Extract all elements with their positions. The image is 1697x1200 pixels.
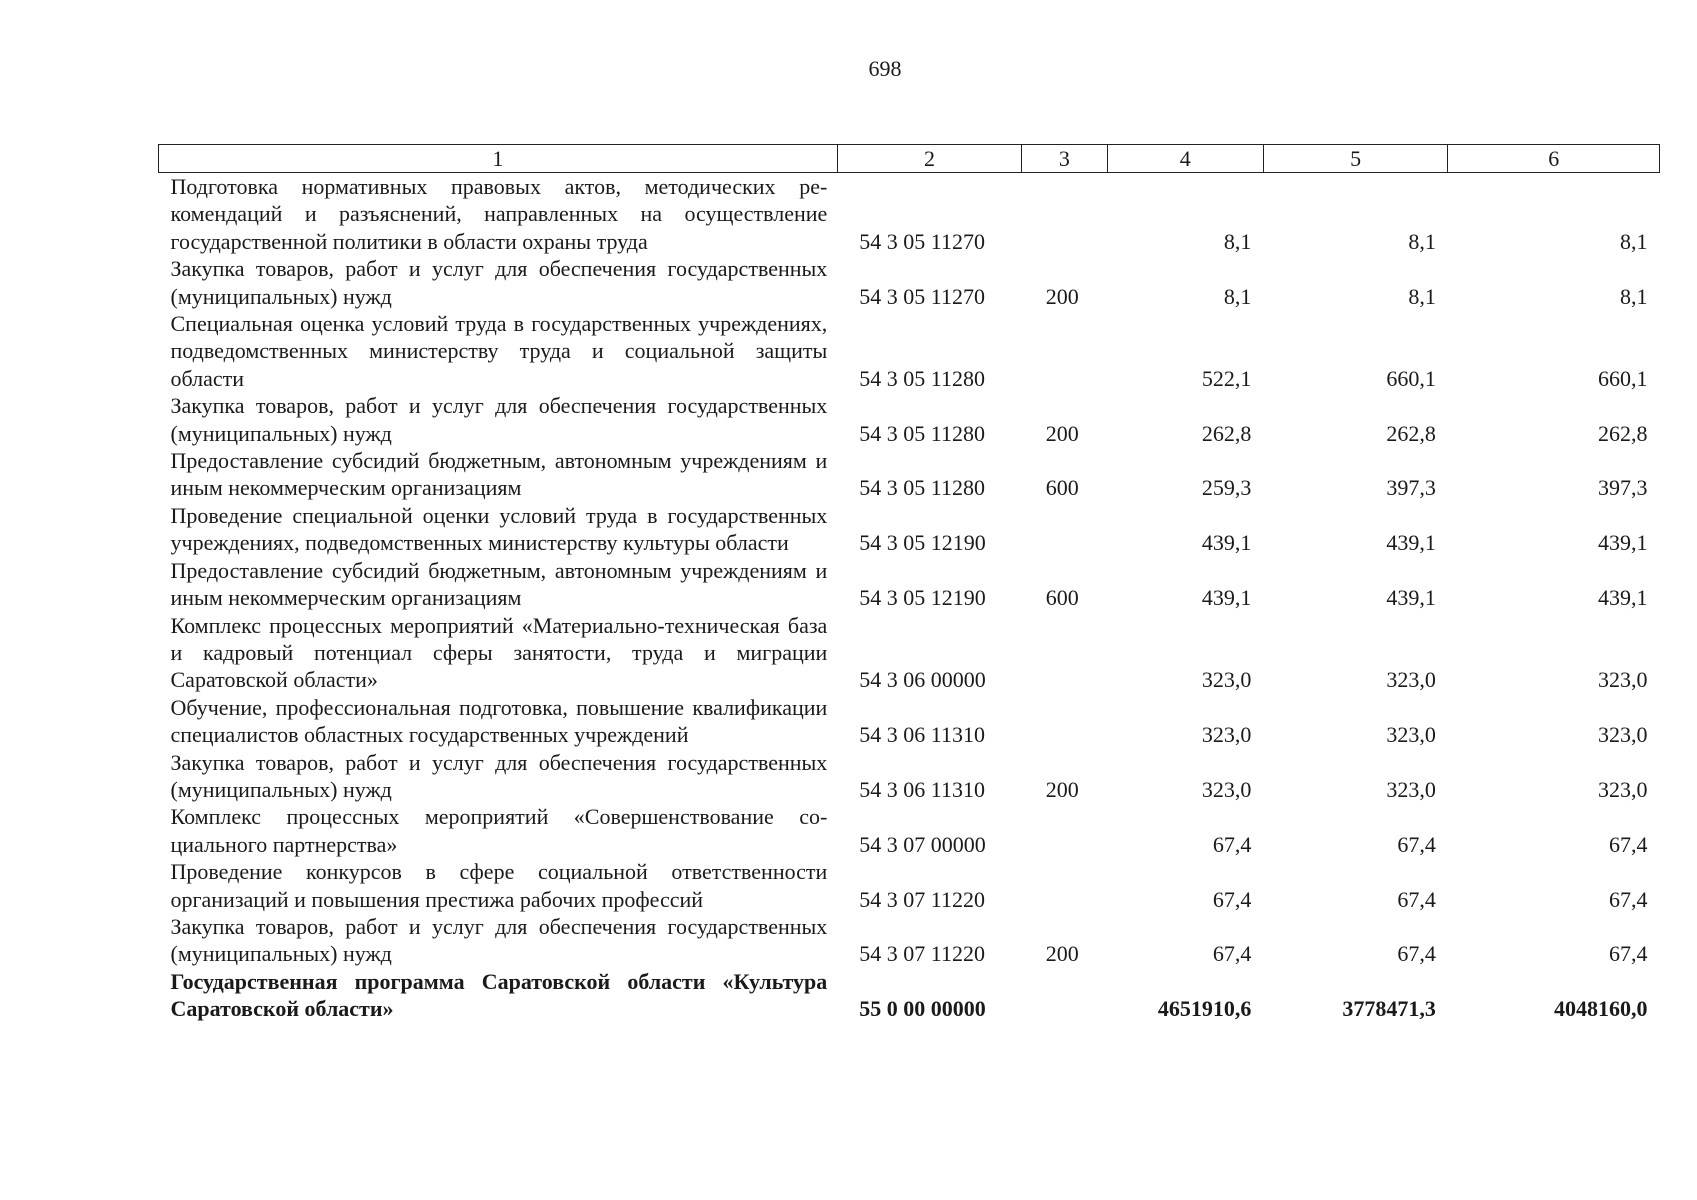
- row-code: 54 3 06 11310: [859, 722, 985, 748]
- row-value-col6: 323,0: [1598, 722, 1648, 748]
- row-value-col4: 323,0: [1201, 776, 1252, 802]
- table-row: [159, 447, 1660, 502]
- row-name: Закупка товаров, работ и услуг для обеспечения государственных (муниципальных) нужд: [170, 393, 828, 446]
- row-code: 54 3 05 11280: [859, 420, 985, 446]
- row-value-col6: 67,4: [1609, 831, 1648, 857]
- table-row: [159, 502, 1660, 557]
- row-expense-type: 600: [1045, 585, 1079, 611]
- row-value-col4: 522,1: [1201, 365, 1252, 391]
- row-name: Закупка товаров, работ и услуг для обеспечения государственных (муниципальных) нужд: [170, 256, 828, 309]
- row-expense-type: 600: [1045, 475, 1079, 501]
- row-value-col4: 8,1: [1223, 283, 1252, 309]
- row-code: 54 3 06 11310: [859, 776, 985, 802]
- column-header-3: 3: [1022, 145, 1107, 173]
- row-expense-type: [1022, 310, 1107, 392]
- row-value-col6: 323,0: [1598, 776, 1648, 802]
- row-value-col5: 67,4: [1397, 941, 1436, 967]
- row-name: Подготовка нормативных правовых актов, методических рекомендаций и разъяснений, направленных на осуществление государственной политики в области охраны труда: [170, 174, 828, 254]
- row-expense-type: 200: [1045, 941, 1079, 967]
- row-value-col6: 8,1: [1620, 228, 1648, 254]
- row-code: 54 3 07 11220: [859, 941, 985, 967]
- row-value-col5: 67,4: [1397, 886, 1436, 912]
- row-expense-type: [1022, 858, 1107, 913]
- row-value-col4: 4651910,6: [1157, 996, 1252, 1022]
- row-name: Государственная программа Саратовской области «Культура Саратовской области»: [170, 968, 828, 1022]
- row-value-col4: 67,4: [1212, 831, 1252, 857]
- row-expense-type: 200: [1045, 776, 1079, 802]
- table-row: [159, 968, 1660, 1023]
- row-code: 54 3 05 11270: [859, 283, 985, 309]
- column-header-5: 5: [1263, 145, 1447, 173]
- table-row: [159, 173, 1660, 256]
- table-row: [159, 858, 1660, 913]
- row-expense-type: 200: [1045, 283, 1079, 309]
- row-name: Закупка товаров, работ и услуг для обеспечения государственных (муниципальных) нужд: [170, 913, 828, 967]
- row-expense-type: [1022, 803, 1107, 858]
- row-value-col5: 323,0: [1386, 776, 1436, 802]
- table-row: [159, 255, 1660, 310]
- column-header-1: 1: [159, 145, 838, 173]
- row-value-col5: 8,1: [1408, 228, 1436, 254]
- row-value-col5: 8,1: [1408, 283, 1436, 309]
- row-code: 54 3 05 11270: [859, 228, 985, 254]
- table-row: [159, 694, 1660, 749]
- row-value-col6: 67,4: [1609, 941, 1648, 967]
- row-name: Проведение конкурсов в сфере социальной ответственности организаций и повышения престижа рабочих профессий: [170, 859, 828, 912]
- row-name: Комплекс процессных мероприятий «Совершенствование социального партнерства»: [170, 804, 828, 857]
- row-code: 55 0 00 00000: [859, 996, 986, 1022]
- row-expense-type: [1022, 612, 1107, 694]
- row-name: Комплекс процессных мероприятий «Материально-техническая база и кадровый потенциал сферы занятости, труда и миграции Саратовской области»: [170, 612, 828, 693]
- row-value-col6: 4048160,0: [1554, 996, 1648, 1022]
- table-row: [159, 310, 1660, 392]
- row-value-col5: 439,1: [1386, 530, 1436, 556]
- row-value-col4: 67,4: [1212, 886, 1252, 912]
- row-value-col5: 3778471,3: [1342, 996, 1436, 1022]
- row-name: Обучение, профессиональная подготовка, повышение квалификации специалистов областных государственных учреждений: [170, 694, 828, 748]
- row-value-col6: 8,1: [1620, 283, 1648, 309]
- row-code: 54 3 06 00000: [859, 667, 986, 693]
- row-value-col4: 323,0: [1201, 722, 1252, 748]
- row-value-col4: 67,4: [1212, 941, 1252, 967]
- column-header-2: 2: [837, 145, 1021, 173]
- table-row: [159, 913, 1660, 968]
- table-row: [159, 557, 1660, 612]
- row-value-col4: 259,3: [1201, 475, 1252, 501]
- row-value-col5: 67,4: [1397, 831, 1436, 857]
- row-code: 54 3 07 11220: [859, 886, 985, 912]
- column-header-6: 6: [1448, 145, 1660, 173]
- row-value-col5: 397,3: [1386, 475, 1436, 501]
- row-name: Специальная оценка условий труда в государственных учреждениях, подведомственных министерству труда и социальной защиты области: [170, 311, 828, 391]
- row-value-col6: 67,4: [1609, 886, 1648, 912]
- row-name: Закупка товаров, работ и услуг для обеспечения государственных (муниципальных) нужд: [170, 749, 828, 802]
- row-value-col5: 323,0: [1386, 667, 1436, 693]
- row-value-col6: 323,0: [1598, 667, 1648, 693]
- row-code: 54 3 05 12190: [859, 530, 986, 556]
- row-value-col6: 439,1: [1598, 530, 1648, 556]
- row-value-col5: 439,1: [1386, 585, 1436, 611]
- row-expense-type: [1022, 502, 1107, 557]
- table-row: [159, 392, 1660, 447]
- row-value-col5: 262,8: [1386, 420, 1436, 446]
- row-value-col4: 262,8: [1201, 420, 1252, 446]
- table-body: [159, 173, 1660, 1023]
- table-row: [159, 749, 1660, 804]
- table-header: [159, 145, 1660, 173]
- row-value-col6: 439,1: [1598, 585, 1648, 611]
- row-expense-type: [1022, 694, 1107, 749]
- row-value-col6: 262,8: [1598, 420, 1648, 446]
- table-row: [159, 612, 1660, 694]
- row-value-col6: 397,3: [1598, 475, 1648, 501]
- row-code: 54 3 07 00000: [859, 831, 986, 857]
- row-name: Проведение специальной оценки условий труда в государственных учреждениях, подведомственных министерству культуры области: [170, 502, 828, 556]
- budget-table: [158, 144, 1660, 1023]
- row-code: 54 3 05 12190: [859, 585, 986, 611]
- row-value-col4: 8,1: [1223, 228, 1252, 254]
- row-code: 54 3 05 11280: [859, 365, 985, 391]
- row-value-col6: 660,1: [1598, 365, 1648, 391]
- row-value-col5: 323,0: [1386, 722, 1436, 748]
- row-value-col4: 439,1: [1201, 530, 1252, 556]
- row-value-col4: 323,0: [1201, 667, 1252, 693]
- table-row: [159, 803, 1660, 858]
- row-value-col4: 439,1: [1201, 585, 1252, 611]
- row-expense-type: [1022, 968, 1107, 1023]
- row-expense-type: [1022, 173, 1107, 256]
- row-name: Предоставление субсидий бюджетным, автономным учреждениям и иным некоммерческим организациям: [170, 557, 828, 611]
- column-header-4: 4: [1107, 145, 1263, 173]
- row-code: 54 3 05 11280: [859, 475, 985, 501]
- page-number: 698: [868, 56, 902, 81]
- row-expense-type: 200: [1045, 420, 1079, 446]
- row-name: Предоставление субсидий бюджетным, автономным учреждениям и иным некоммерческим организациям: [170, 448, 828, 501]
- header-row: [159, 145, 1660, 173]
- row-value-col5: 660,1: [1386, 365, 1436, 391]
